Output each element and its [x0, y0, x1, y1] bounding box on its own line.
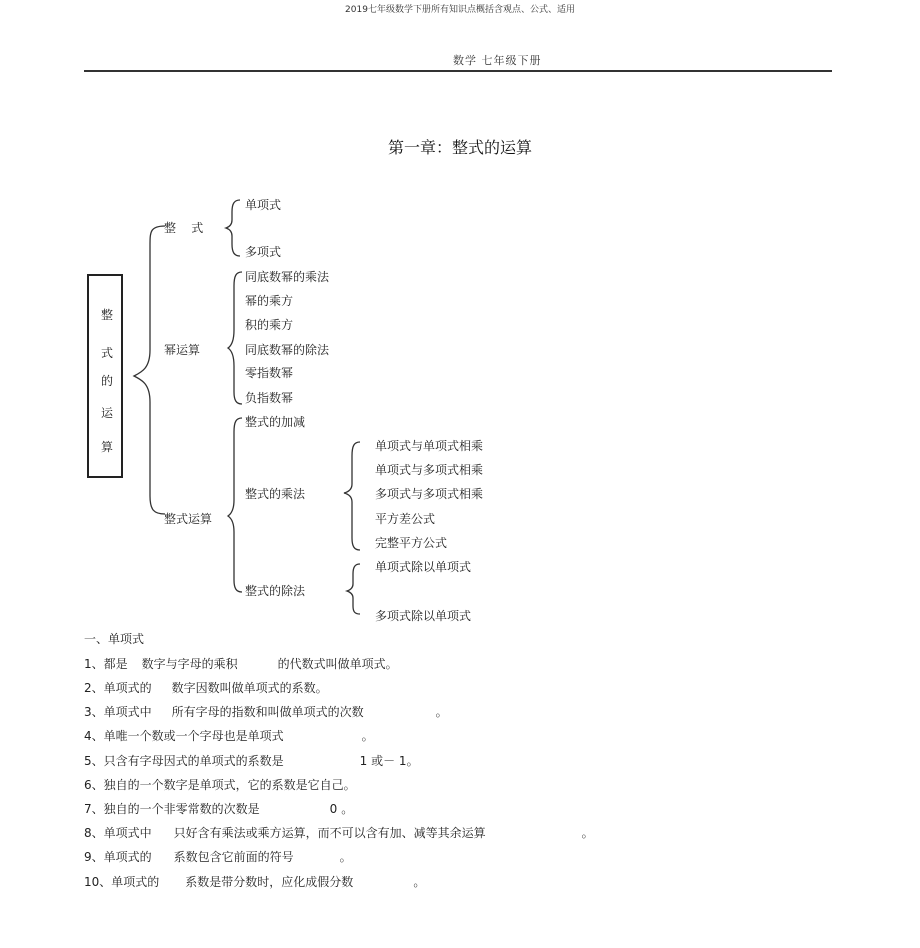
item-number: 2、: [84, 681, 104, 695]
diagram-leaf: 多项式与多项式相乘: [375, 487, 484, 501]
item-number: 8、: [84, 826, 104, 840]
item-text: 都是: [103, 657, 128, 671]
list-item: [84, 727, 374, 744]
list-item: [84, 776, 356, 793]
list-item: [84, 873, 425, 890]
item-text: 只好含有乘法或乘方运算，而不可以含有加、减等其余运算: [173, 826, 486, 840]
diagram-node: 同底数幂的除法: [245, 343, 330, 357]
item-number: 9、: [84, 850, 104, 864]
diagram-node: 整式的加减: [245, 415, 306, 429]
root-char: 的: [100, 374, 113, 388]
item-number: 1、: [84, 657, 104, 671]
item-text: 。: [413, 875, 426, 889]
diagram-node: 多项式: [245, 245, 282, 259]
diagram-leaf: 单项式与单项式相乘: [375, 439, 484, 453]
list-item: [84, 800, 353, 817]
diagram-node: 同底数幂的乘法: [245, 270, 330, 284]
diagram-node: 零指数幂: [245, 366, 294, 380]
item-text: 。: [341, 802, 354, 816]
item-number: 6、: [84, 778, 104, 792]
list-item: [84, 752, 419, 769]
item-text: 单唯一个数或一个字母也是单项式: [103, 729, 284, 743]
item-text: 独自的一个数字是单项式，它的系数是它自己。: [103, 778, 356, 792]
top-caption: 2019七年级数学下册所有知识点概括含观点、公式、适用: [345, 5, 575, 15]
diagram-node: 整式的乘法: [245, 487, 306, 501]
item-text: 单项式的: [103, 681, 152, 695]
branch-label: 整 式: [164, 221, 204, 235]
diagram-leaf: 多项式除以单项式: [375, 609, 472, 623]
list-item: [84, 655, 398, 672]
header-rule: [84, 70, 832, 72]
item-number: 4、: [84, 729, 104, 743]
item-text: 。: [406, 754, 419, 768]
root-char: 整: [100, 308, 113, 322]
item-text: 单项式的: [103, 850, 152, 864]
item-text: 单项式的: [111, 875, 160, 889]
list-item: [84, 848, 352, 865]
diagram-node: 幂的乘方: [245, 294, 294, 308]
diagram-node: 负指数幂: [245, 391, 294, 405]
list-item: [84, 679, 328, 696]
item-text: 系数包含它前面的符号: [173, 850, 294, 864]
item-text: 独自的一个非零常数的次数是: [103, 802, 260, 816]
item-text: 。: [581, 826, 594, 840]
root-box: [87, 274, 123, 478]
item-text: 。: [339, 850, 352, 864]
diagram-leaf: 平方差公式: [375, 512, 436, 526]
item-number: 7、: [84, 802, 104, 816]
item-text: 的代数式叫做单项式。: [277, 657, 398, 671]
item-text: 数字因数叫做单项式的系数。: [171, 681, 328, 695]
diagram-node: 积的乘方: [245, 318, 294, 332]
item-text: 只含有字母因式的单项式的系数是: [103, 754, 284, 768]
root-char: 算: [100, 440, 113, 454]
list-item: [84, 703, 448, 720]
item-text: 0: [329, 802, 338, 816]
item-text: 。: [361, 729, 374, 743]
branch-label: 整式运算: [164, 512, 213, 526]
diagram-node: 单项式: [245, 198, 282, 212]
diagram-leaf: 单项式与多项式相乘: [375, 463, 484, 477]
root-char: 式: [100, 346, 113, 360]
item-number: 5、: [84, 754, 104, 768]
root-char: 运: [100, 406, 113, 420]
item-text: 系数是带分数时，应化成假分数: [185, 875, 354, 889]
branch-label: 幂运算: [164, 343, 201, 357]
item-number: 10、: [84, 875, 112, 889]
chapter-title: 第一章：整式的运算: [387, 138, 532, 157]
list-item: [84, 824, 594, 841]
item-text: 1 或－ 1: [359, 754, 407, 768]
item-text: 数字与字母的乘积: [141, 657, 238, 671]
diagram-leaf: 完整平方公式: [375, 536, 448, 550]
diagram-node: 整式的除法: [245, 584, 306, 598]
item-number: 3、: [84, 705, 104, 719]
section-title: 一、单项式: [84, 632, 145, 646]
item-text: 。: [435, 705, 448, 719]
item-text: 单项式中: [103, 826, 152, 840]
diagram-leaf: 单项式除以单项式: [375, 560, 472, 574]
item-text: 所有字母的指数和叫做单项式的次数: [171, 705, 364, 719]
item-text: 单项式中: [103, 705, 152, 719]
page-header-title: 数学 七年级下册: [453, 54, 542, 67]
